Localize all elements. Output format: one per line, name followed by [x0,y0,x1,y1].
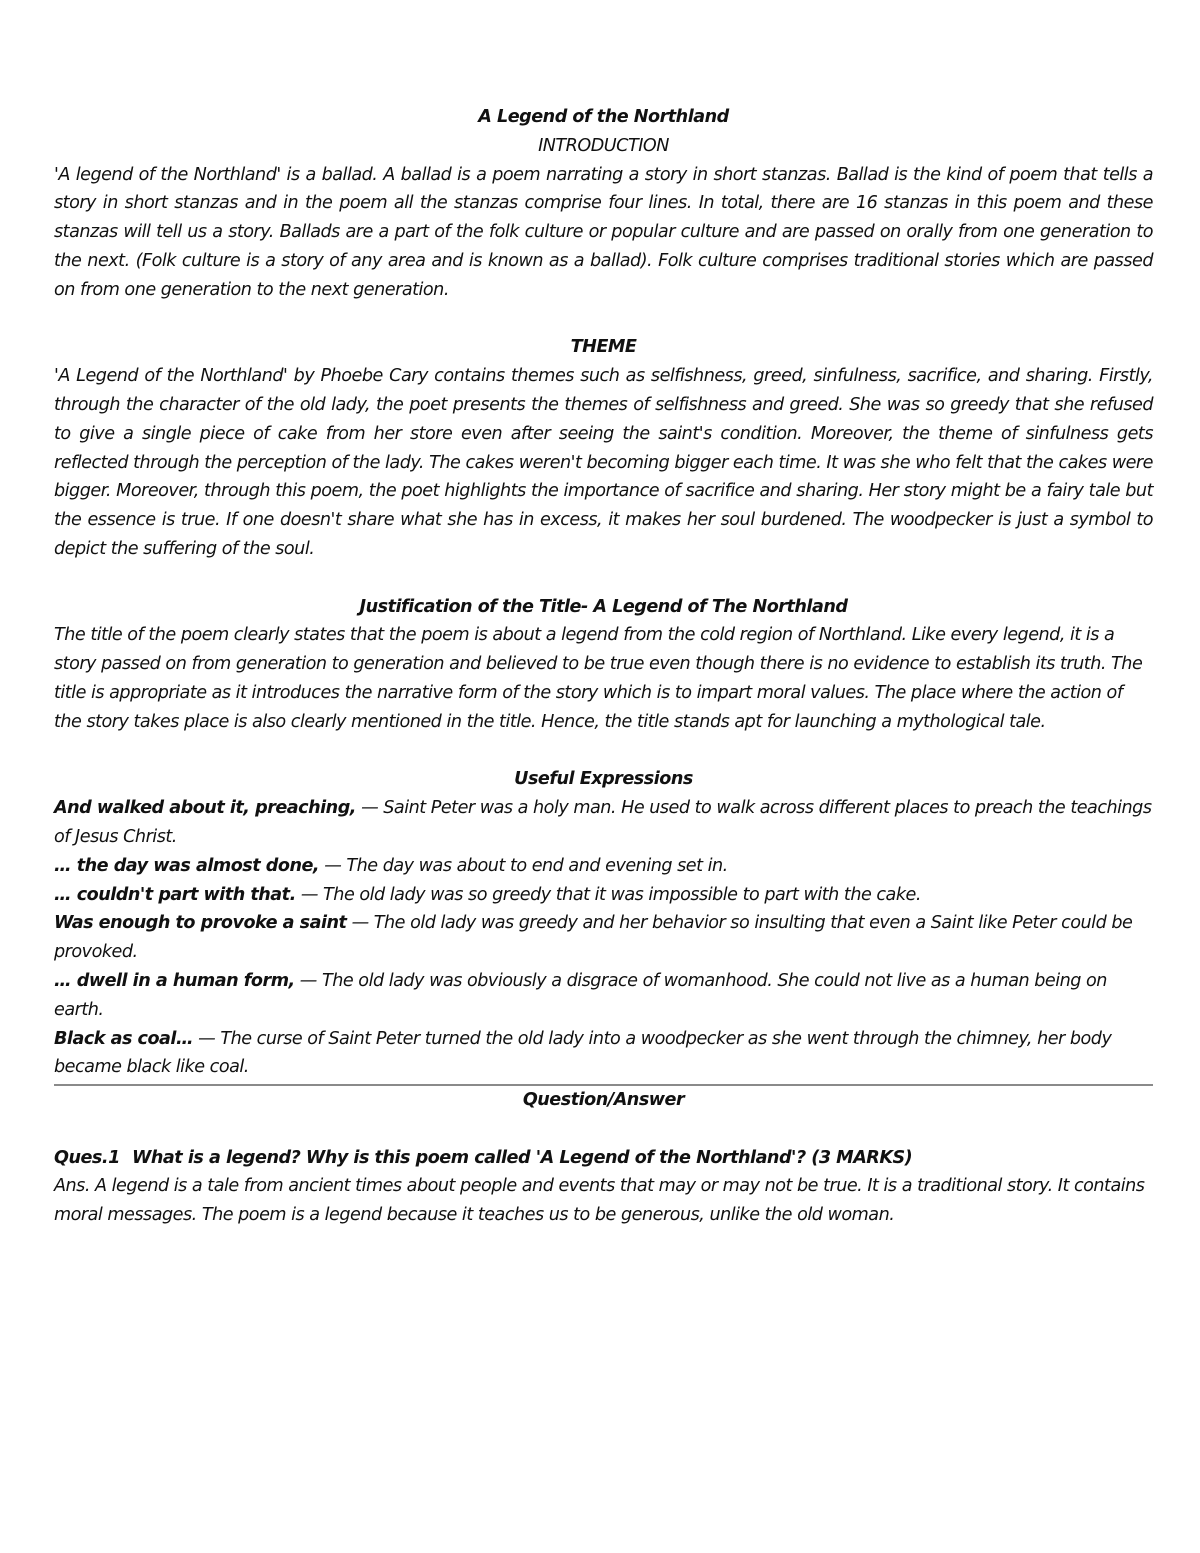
intro-heading: INTRODUCTION [538,135,669,156]
answer-1: Ans. A legend is a tale from ancient times about people and events that may or may not be true. It is a traditional story. It contains moral messages. The poem is a legend because it teaches us to be generous, unlike the old woman. [54,1176,1145,1226]
theme-heading: THEME [570,337,637,358]
spacer [54,737,1153,766]
expression-meaning: — The old lady was greedy and her behavior so insulting that even a Saint like Peter could be provoked. [54,913,1133,963]
expressions-list [54,794,1153,1082]
justification-heading: Justification of the Title- A Legend of The Northland [359,596,848,617]
expression-item [54,909,1153,967]
spacer [54,305,1153,334]
expression-phrase: Black as coal… [54,1028,194,1049]
expression-meaning: — The old lady was obviously a disgrace of womanhood. She could not live as a human being on earth. [54,970,1107,1020]
expression-item [54,852,1153,881]
expression-phrase: Was enough to provoke a saint [54,913,347,934]
qa-heading: Question/Answer [522,1090,685,1111]
expression-meaning: — The old lady was so greedy that it was impossible to part with the cake. [295,884,921,905]
question-number: Ques.1 [54,1147,120,1168]
expression-phrase: And walked about it, preaching, [54,798,356,819]
question-1 [54,1144,1153,1173]
intro-paragraph: 'A legend of the Northland' is a ballad. A ballad is a poem narrating a story in short stanzas. Ballad is the kind of poem that tells a story in short stanzas and in the poem all the stanzas comprise four lines. In total, there are 16 stanzas in this poem and these stanzas will tell us a story. Ballads are a part of the folk culture or popular culture and are passed on orally from one generation to the next. (Folk culture is a story of any area and is known as a ballad). Folk culture comprises traditional stories which are passed on from one generation to the next generation. [54,164,1153,300]
expression-item [54,1025,1153,1083]
expression-meaning: — Saint Peter was a holy man. He used to walk across different places to preach the teachings of Jesus Christ. [54,798,1152,847]
theme-paragraph: 'A Legend of the Northland' by Phoebe Cary contains themes such as selfishness, greed, sinfulness, sacrifice, and sharing. Firstly, through the character of the old lady, the poet presents the themes of selfishness and greed. She was so greedy that she refused to give a single piece of cake from her store even after seeing the saint's condition. Moreover, the theme of sinfulness gets reflected through the perception of the lady. The cakes weren't becoming bigger each time. It was she who felt that the cakes were bigger. Moreover, through this poem, the poet highlights the importance of sacrifice and sharing. Her story might be a fairy tale but the essence is true. If one doesn't share what she has in excess, it makes her soul burdened. The woodpecker is just a symbol to depict the suffering of the soul. [54,366,1153,559]
document-page [54,103,1153,1230]
document-title: A Legend of the Northland [478,107,729,127]
expression-meaning: — The curse of Saint Peter turned the old lady into a woodpecker as she went through the chimney, her body became black like coal. [54,1028,1112,1078]
spacer [54,1115,1153,1144]
expression-phrase: … dwell in a human form, [54,970,295,991]
spacer [54,564,1153,593]
expression-meaning: — The day was about to end and evening set in. [319,855,728,876]
expression-phrase: … the day was almost done, [54,855,320,876]
expressions-heading: Useful Expressions [514,769,693,790]
expression-item [54,881,1153,910]
expression-item [54,967,1153,1025]
expression-phrase: … couldn't part with that. [54,884,296,905]
justification-paragraph: The title of the poem clearly states that the poem is about a legend from the cold region of Northland. Like every legend, it is a story passed on from generation to generation and believed to be true even though there is no evidence to establish its truth. The title is appropriate as it introduces the narrative form of the story which is to impart moral values. The place where the action of the story takes place is also clearly mentioned in the title. Hence, the title stands apt for launching a mythological tale. [54,625,1143,732]
expression-item [54,794,1153,852]
question-text: What is a legend? Why is this poem called 'A Legend of the Northland'? (3 MARKS) [132,1147,913,1168]
